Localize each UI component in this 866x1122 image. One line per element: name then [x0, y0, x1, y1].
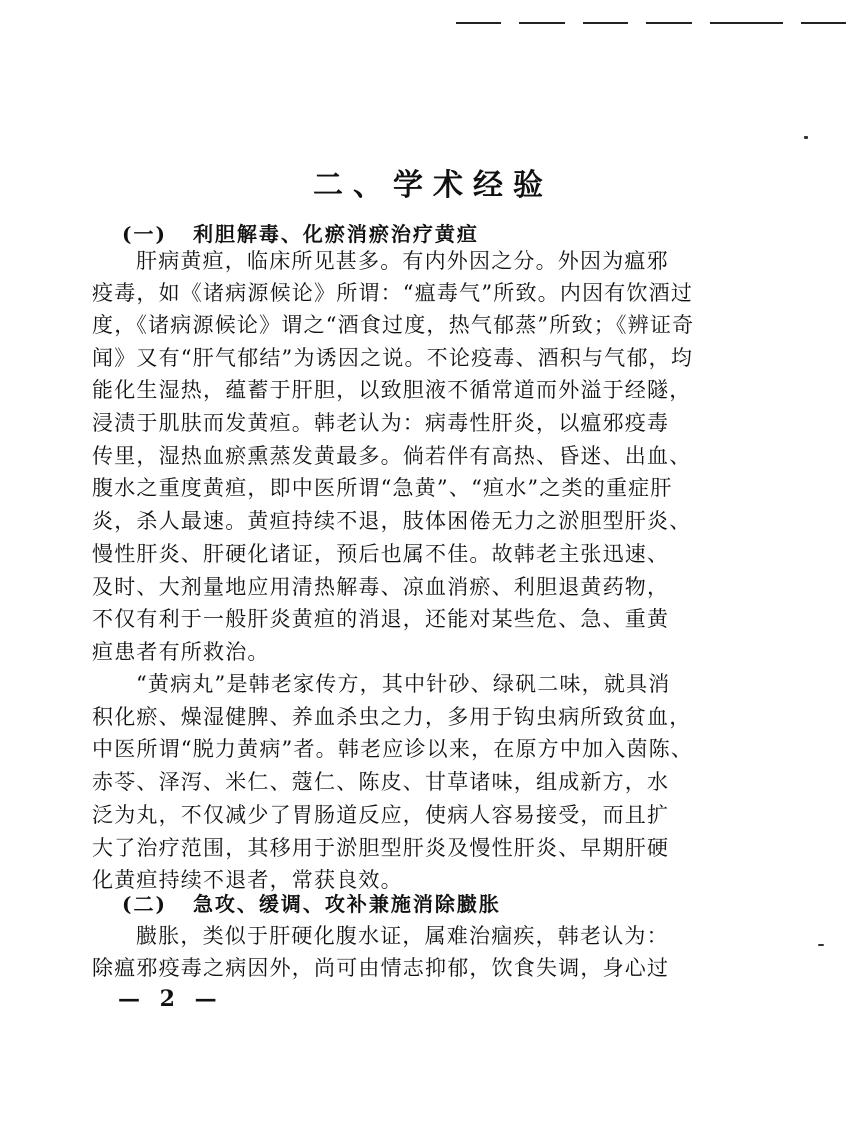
header-rule	[456, 18, 846, 28]
text-line: 浸渍于肌肤而发黄疸。韩老认为：病毒性肝炎，以瘟邪疫毒	[92, 411, 670, 435]
text-line: 化黄疸持续不退者，常获良效。	[92, 868, 403, 892]
text-line: 臌胀，类似于肝硬化腹水证，属难治痼疾，韩老认为：	[136, 924, 669, 948]
rule-dash	[801, 22, 846, 24]
text-line: 及时、大剂量地应用清热解毒、凉血消瘀、利胆退黄药物，	[92, 575, 670, 599]
text-line: 泛为丸，不仅减少了胃肠道反应，使病人容易接受，而且扩	[92, 803, 670, 827]
scan-speck	[818, 944, 824, 946]
page-title: 二、学术经验	[313, 168, 553, 203]
text-line: 赤苓、泽泻、米仁、蔻仁、陈皮、甘草诸味，组成新方，水	[92, 770, 670, 794]
text-line: 炎，杀人最速。黄疸持续不退，肢体困倦无力之淤胆型肝炎、	[92, 509, 692, 533]
section-title: 利胆解毒、化瘀消瘀治疗黄疸	[192, 222, 479, 246]
text-line: 不仅有利于一般肝炎黄疸的消退，还能对某些危、急、重黄	[92, 607, 670, 631]
text-line: 疫毒，如《诸病源候论》所谓：“瘟毒气”所致。内因有饮酒过	[92, 281, 694, 305]
rule-dash	[456, 22, 501, 24]
rule-dash	[646, 22, 691, 24]
text-line: 除瘟邪疫毒之病因外，尚可由情志抑郁，饮食失调，身心过	[92, 956, 670, 980]
text-line: 腹水之重度黄疸，即中医所谓“急黄”、“疸水”之类的重症肝	[92, 476, 673, 500]
text-line: 中医所谓“脱力黄病”者。韩老应诊以来，在原方中加入茵陈、	[92, 737, 694, 761]
text-line: 传里，湿热血瘀熏蒸发黄最多。倘若伴有高热、昏迷、出血、	[92, 444, 692, 468]
page-number: — 2 —	[118, 986, 223, 1012]
section-number: (一)	[122, 222, 167, 246]
section-heading-2	[122, 888, 501, 917]
text-line: “黄病丸”是韩老家传方，其中针砂、绿矾二味，就具消	[136, 672, 671, 696]
text-line: 肝病黄疸，临床所见甚多。有内外因之分。外因为瘟邪	[136, 249, 669, 273]
scan-speck	[804, 136, 808, 139]
text-line: 疸患者有所救治。	[92, 640, 270, 664]
section-title: 急攻、缓调、攻补兼施消除臌胀	[192, 892, 501, 916]
text-line: 能化生湿热，蕴蓄于肝胆，以致胆液不循常道而外溢于经隧，	[92, 378, 692, 402]
text-line: 慢性肝炎、肝硬化诸证，预后也属不佳。故韩老主张迅速、	[92, 542, 670, 566]
rule-dash	[519, 22, 564, 24]
text-line: 闻》又有“肝气郁结”为诱因之说。不论疫毒、酒积与气郁，均	[92, 346, 694, 370]
text-line: 度，《诸病源候论》谓之“酒食过度，热气郁蒸”所致；《辨证奇	[92, 313, 695, 337]
rule-dash	[583, 22, 628, 24]
text-line: 积化瘀、燥湿健脾、养血杀虫之力，多用于钩虫病所致贫血，	[92, 705, 692, 729]
section-heading-1	[122, 218, 479, 247]
text-line: 大了治疗范围，其移用于淤胆型肝炎及慢性肝炎、早期肝硬	[92, 836, 670, 860]
section-number: (二)	[122, 892, 167, 916]
rule-dash	[710, 22, 783, 24]
